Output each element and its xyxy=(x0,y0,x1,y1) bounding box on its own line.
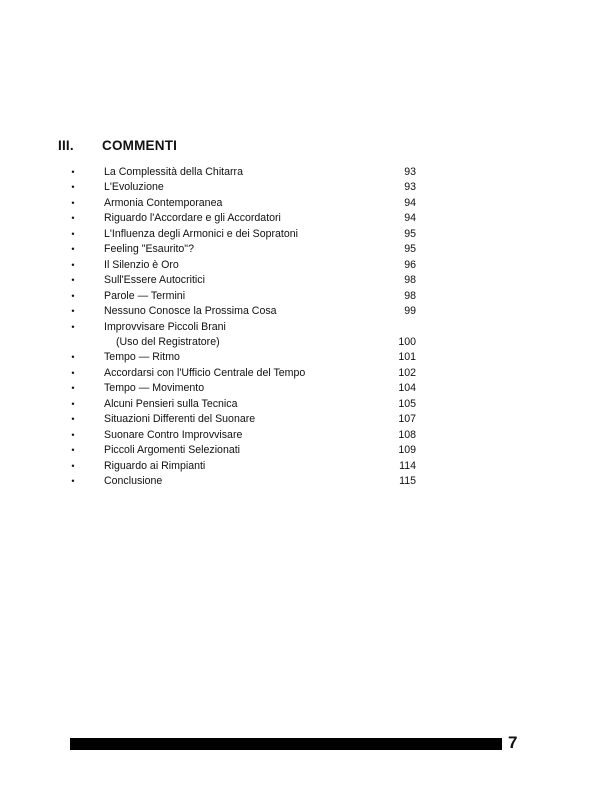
toc-entry-title: Feeling "Esaurito"? xyxy=(104,243,194,256)
toc-entry-title: Improvvisare Piccoli Brani xyxy=(104,320,226,333)
bullet-icon: • xyxy=(71,259,75,270)
toc-entry-page: 101 xyxy=(398,351,416,364)
toc-entry xyxy=(0,335,590,350)
toc-entry-title: L'Evoluzione xyxy=(104,181,164,194)
bullet-icon: • xyxy=(71,167,75,177)
bullet-icon: • xyxy=(71,429,75,440)
toc-entry xyxy=(0,211,590,226)
bullet-icon: • xyxy=(71,182,75,193)
toc-entry xyxy=(0,165,590,180)
toc-entry-title: Tempo — Ritmo xyxy=(104,351,180,364)
toc-entry xyxy=(0,289,590,304)
bullet-icon: • xyxy=(71,197,75,208)
toc-entry xyxy=(0,397,590,412)
bullet-icon: • xyxy=(71,290,75,301)
toc-entry xyxy=(0,428,590,443)
bullet-icon: • xyxy=(71,228,75,239)
bullet-icon: • xyxy=(71,445,75,456)
bullet-icon: • xyxy=(71,275,75,286)
toc-entry xyxy=(0,350,590,365)
toc-entry-page: 98 xyxy=(404,289,416,302)
bullet-icon: • xyxy=(71,476,75,486)
toc-entry-title: Parole — Termini xyxy=(104,289,186,302)
toc-entry xyxy=(0,366,590,381)
toc-entry-title: Riguardo ai Rimpianti xyxy=(104,459,206,472)
toc-entry-title: La Complessità della Chitarra xyxy=(104,166,243,178)
toc-entry-page: 93 xyxy=(404,166,416,178)
toc-entry xyxy=(0,196,590,211)
toc-entry-page: 108 xyxy=(398,428,416,441)
toc-entry-page: 102 xyxy=(398,366,416,379)
toc-entry xyxy=(0,273,590,288)
toc-entry-page: 107 xyxy=(398,413,416,426)
toc-entry-title: Conclusione xyxy=(104,475,163,487)
toc-entry-page: 109 xyxy=(398,444,416,457)
toc-entry-page: 99 xyxy=(404,305,416,318)
toc-entry xyxy=(0,258,590,273)
toc-entry xyxy=(0,242,590,257)
toc-entry-page: 94 xyxy=(404,196,416,209)
bullet-icon: • xyxy=(71,383,75,394)
bullet-icon: • xyxy=(71,367,75,378)
toc-entry-title: Situazioni Differenti del Suonare xyxy=(104,413,256,426)
toc-entry xyxy=(0,180,590,195)
toc-entry-page: 114 xyxy=(399,459,416,472)
toc-entry-title: Il Silenzio è Oro xyxy=(104,258,179,271)
toc-entry-title: Tempo — Movimento xyxy=(104,382,205,395)
toc-entry-page: 95 xyxy=(404,243,416,256)
toc-entry xyxy=(0,443,590,458)
page-number: 7 xyxy=(508,733,518,752)
toc-entry-page: 115 xyxy=(399,475,416,487)
toc-entry-page: 94 xyxy=(404,212,416,225)
bullet-icon: • xyxy=(71,321,75,332)
toc-entry-page: 105 xyxy=(398,397,416,410)
toc-entry-title: Piccoli Argomenti Selezionati xyxy=(104,444,241,457)
toc-entry-title: Accordarsi con l'Ufficio Centrale del Tempo xyxy=(104,366,306,379)
bullet-icon: • xyxy=(71,352,75,363)
toc-entry-title: Alcuni Pensieri sulla Tecnica xyxy=(104,397,238,410)
toc-entry-title: Nessuno Conosce la Prossima Cosa xyxy=(104,305,277,318)
toc-entry xyxy=(0,474,590,489)
bullet-icon: • xyxy=(71,398,75,409)
section-number: III. xyxy=(58,138,74,153)
toc-entry xyxy=(0,227,590,242)
toc-entry-page: 96 xyxy=(404,258,416,271)
toc-entry-page: 98 xyxy=(404,274,416,287)
toc-entry-page: 104 xyxy=(398,382,416,395)
toc-entry-title: (Uso del Registratore) xyxy=(116,335,220,348)
bullet-icon: • xyxy=(71,244,75,255)
toc-entry xyxy=(0,412,590,427)
bullet-icon: • xyxy=(71,306,75,317)
toc-entry-title: Riguardo l'Accordare e gli Accordatori xyxy=(104,212,281,225)
bullet-icon: • xyxy=(71,460,75,471)
toc-entry-title: L'Influenza degli Armonici e dei Sopratoni xyxy=(104,227,299,240)
bullet-icon: • xyxy=(71,213,75,224)
toc-entry xyxy=(0,304,590,319)
toc-entry-page: 100 xyxy=(398,335,416,348)
toc-entry xyxy=(0,320,590,335)
toc-entry-page: 93 xyxy=(404,181,416,194)
section-title: COMMENTI xyxy=(102,138,178,153)
toc-entry-title: Sull'Essere Autocritici xyxy=(104,274,205,287)
toc-entry xyxy=(0,381,590,396)
bullet-icon: • xyxy=(71,414,75,425)
toc-entry-title: Armonia Contemporanea xyxy=(104,196,223,209)
toc-entry-title: Suonare Contro Improvvisare xyxy=(104,428,243,441)
footer-bar xyxy=(70,738,502,750)
toc-entry xyxy=(0,459,590,474)
toc-entry-page: 95 xyxy=(404,227,416,240)
